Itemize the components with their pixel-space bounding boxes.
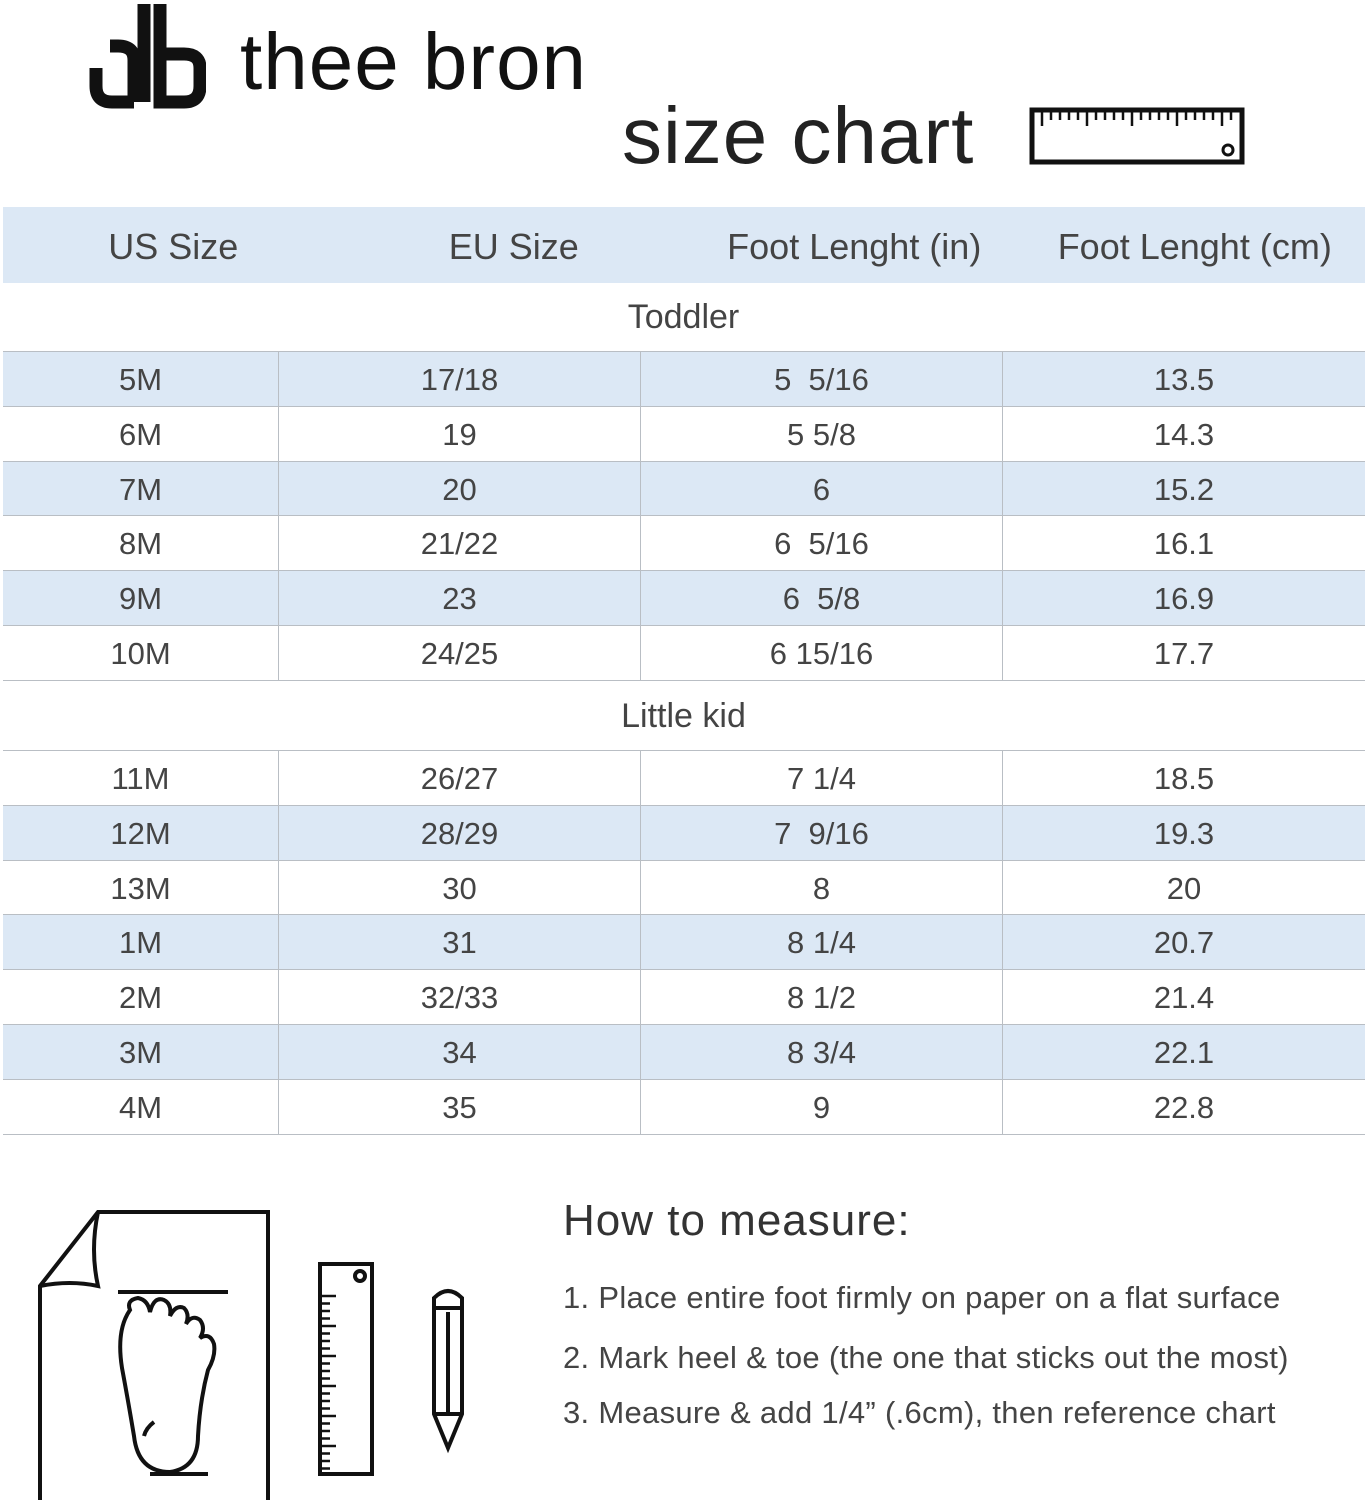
cell-eu-size: 24/25 xyxy=(279,626,641,680)
cell-us-size: 9M xyxy=(3,571,279,625)
cell-eu-size: 31 xyxy=(279,915,641,969)
cell-eu-size: 34 xyxy=(279,1025,641,1079)
cell-eu-size: 17/18 xyxy=(279,352,641,406)
toddler-rows xyxy=(3,352,1365,681)
cell-foot-length-cm: 16.1 xyxy=(1153,526,1215,562)
cell-foot-length-in: 7 9/16 xyxy=(641,806,1003,860)
table-header xyxy=(3,207,1365,283)
cell-us-size: 3M xyxy=(3,1025,279,1079)
paper-foot-icon xyxy=(30,1200,480,1500)
cell-us-size: 4M xyxy=(3,1080,279,1134)
measure-step-2: 2. Mark heel & toe (the one that sticks out the most) xyxy=(563,1340,1289,1375)
cell-foot-length-in: 6 15/16 xyxy=(641,626,1003,680)
cell-foot-length-in: 6 xyxy=(641,462,1003,516)
header-eu-size: EU Size xyxy=(448,226,579,267)
page-title: size chart xyxy=(622,91,975,180)
measure-title: How to measure: xyxy=(563,1196,911,1245)
cell-us-size: 8M xyxy=(3,516,279,570)
cell-foot-length-cm: 17.7 xyxy=(1153,635,1215,671)
cell-us-size: 6M xyxy=(3,407,279,461)
cell-foot-length-cm: 19.3 xyxy=(1153,815,1215,851)
cell-foot-length-in: 8 1/2 xyxy=(641,970,1003,1024)
cell-us-size: 10M xyxy=(3,626,279,680)
cell-foot-length-cm: 22.8 xyxy=(1153,1089,1215,1125)
brand-name: thee bron xyxy=(240,17,588,106)
cell-foot-length-cm: 20.7 xyxy=(1153,925,1215,961)
cell-foot-length-cm: 14.3 xyxy=(1153,416,1215,452)
header-foot-length-cm: Foot Lenght (cm) xyxy=(1057,226,1332,267)
cell-foot-length-cm: 15.2 xyxy=(1153,471,1215,507)
cell-eu-size: 30 xyxy=(279,861,641,915)
table-row xyxy=(3,462,1365,517)
cell-eu-size: 19 xyxy=(279,407,641,461)
section-label-little-kid: Little kid xyxy=(621,697,746,735)
cell-us-size: 2M xyxy=(3,970,279,1024)
cell-foot-length-in: 5 5/8 xyxy=(641,407,1003,461)
cell-foot-length-cm: 18.5 xyxy=(1153,761,1215,796)
cell-eu-size: 35 xyxy=(279,1080,641,1134)
table-row xyxy=(3,751,1365,806)
cell-us-size: 7M xyxy=(3,462,279,516)
header-foot-length-in: Foot Lenght (in) xyxy=(727,226,982,267)
cell-foot-length-in: 6 5/8 xyxy=(641,571,1003,625)
section-label-toddler: Toddler xyxy=(627,298,740,336)
cell-foot-length-cm: 13.5 xyxy=(1153,362,1215,397)
cell-foot-length-in: 9 xyxy=(641,1080,1003,1134)
cell-foot-length-cm: 21.4 xyxy=(1153,980,1215,1016)
cell-eu-size: 20 xyxy=(279,462,641,516)
table-row xyxy=(3,1025,1365,1080)
cell-foot-length-in: 8 1/4 xyxy=(641,915,1003,969)
table-row xyxy=(3,970,1365,1025)
db-monogram-logo xyxy=(88,2,206,110)
cell-us-size: 11M xyxy=(3,751,279,805)
cell-foot-length-in: 8 3/4 xyxy=(641,1025,1003,1079)
table-row xyxy=(3,571,1365,626)
pencil-icon xyxy=(434,1291,462,1448)
cell-foot-length-in: 5 5/16 xyxy=(641,352,1003,406)
table-row xyxy=(3,516,1365,571)
cell-foot-length-cm: 22.1 xyxy=(1153,1034,1215,1070)
table-row xyxy=(3,407,1365,462)
header-us-size: US Size xyxy=(108,226,239,267)
little-kid-rows xyxy=(3,751,1365,1135)
cell-eu-size: 26/27 xyxy=(279,751,641,805)
table-row xyxy=(3,861,1365,916)
table-row xyxy=(3,806,1365,861)
table-row xyxy=(3,626,1365,681)
table-row xyxy=(3,352,1365,407)
measure-step-3: 3. Measure & add 1/4” (.6cm), then reference chart xyxy=(563,1395,1276,1430)
cell-eu-size: 21/22 xyxy=(279,516,641,570)
cell-eu-size: 28/29 xyxy=(279,806,641,860)
table-row xyxy=(3,1080,1365,1135)
cell-eu-size: 23 xyxy=(279,571,641,625)
cell-foot-length-in: 8 xyxy=(641,861,1003,915)
cell-foot-length-in: 7 1/4 xyxy=(641,751,1003,805)
cell-us-size: 5M xyxy=(3,352,279,406)
cell-us-size: 1M xyxy=(3,915,279,969)
cell-foot-length-cm: 20 xyxy=(1166,870,1202,906)
measure-step-1: 1. Place entire foot firmly on paper on a flat surface xyxy=(563,1280,1281,1315)
cell-eu-size: 32/33 xyxy=(279,970,641,1024)
cell-foot-length-in: 6 5/16 xyxy=(641,516,1003,570)
cell-us-size: 12M xyxy=(3,806,279,860)
table-row xyxy=(3,915,1365,970)
cell-foot-length-cm: 16.9 xyxy=(1153,581,1215,617)
cell-us-size: 13M xyxy=(3,861,279,915)
ruler-icon xyxy=(1028,106,1246,168)
